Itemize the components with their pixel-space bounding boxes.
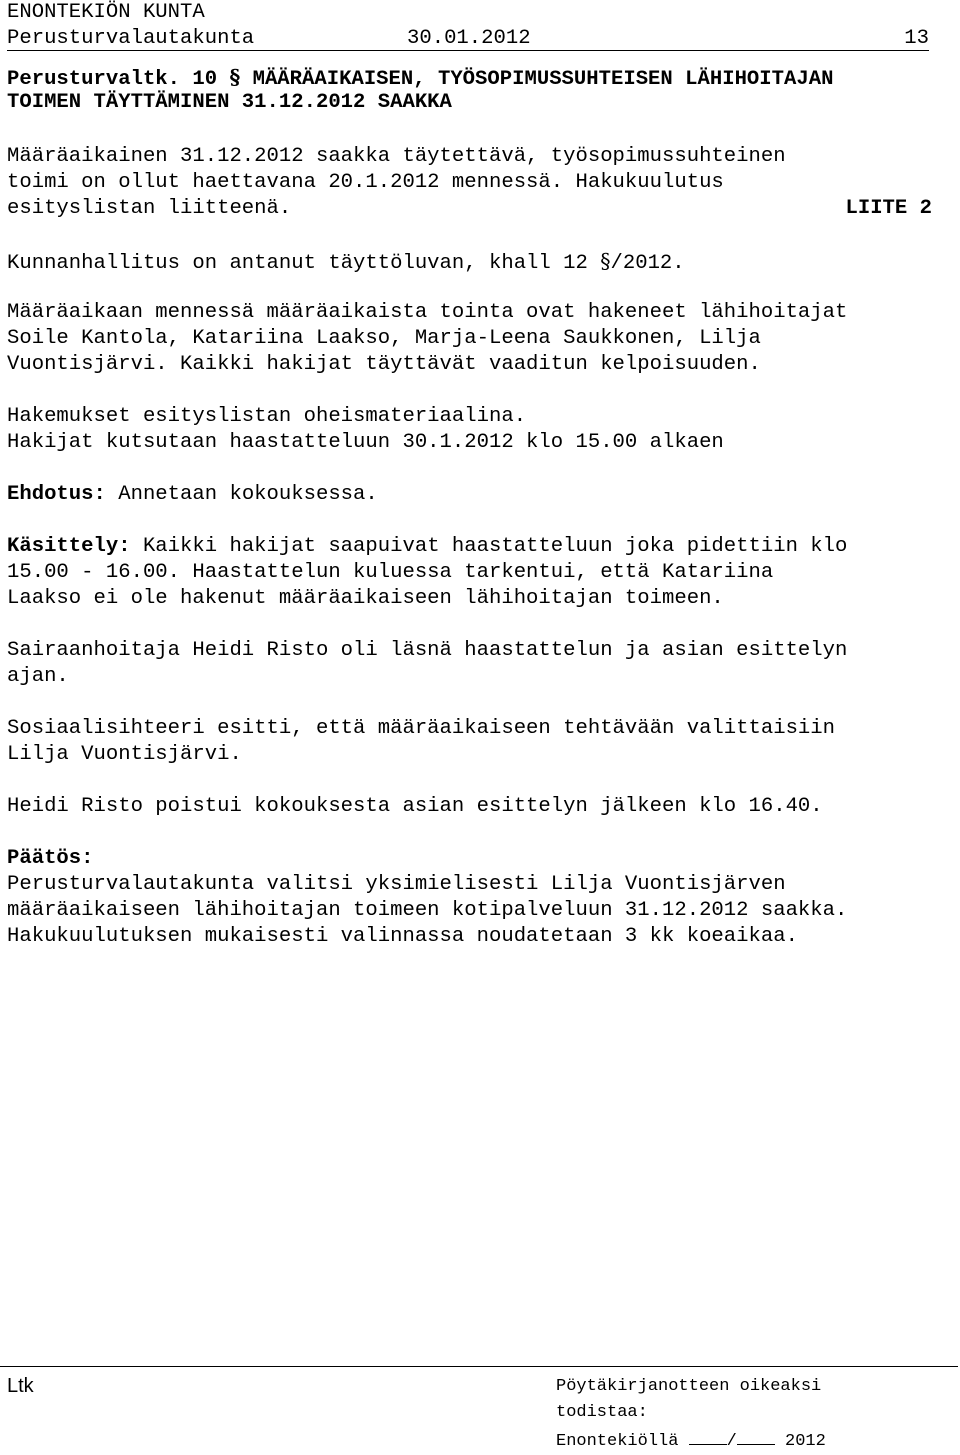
meeting-date: 30.01.2012	[407, 27, 531, 50]
page-number: 13	[904, 27, 929, 50]
paragraph-permit	[7, 248, 942, 274]
title-line-2: TOIMEN TÄYTTÄMINEN 31.12.2012 SAAKKA	[7, 91, 452, 114]
applications-line-1: Hakemukset esityslistan oheismateriaalina.	[7, 405, 527, 428]
certification-year: 2012	[774, 1432, 826, 1451]
nurse-line-1: Sairaanhoitaja Heidi Risto oli läsnä haastattelun ja asian esittelyn	[7, 639, 848, 662]
departure-line: Heidi Risto poistui kokouksesta asian esittelyn jälkeen klo 16.40.	[7, 795, 823, 818]
paragraph-nurse	[7, 638, 942, 690]
certification-line-1: Pöytäkirjanotteen oikeaksi	[556, 1377, 822, 1396]
paragraph-handling	[7, 534, 942, 612]
proposal-label: Ehdotus:	[7, 483, 106, 506]
applicants-line-3: Vuontisjärvi. Kaikki hakijat täyttävät vaaditun kelpoisuuden.	[7, 353, 761, 376]
decision-label: Päätös:	[7, 847, 94, 870]
paragraph-applications	[7, 404, 942, 456]
paragraph-departure	[7, 794, 942, 820]
organization-name: ENONTEKIÖN KUNTA	[7, 1, 205, 24]
footer-initials: Ltk	[7, 1375, 34, 1397]
title-prefix: Perusturvaltk. 10	[7, 68, 218, 91]
attachment-reference: LIITE 2	[845, 197, 932, 220]
applicants-line-2: Soile Kantola, Katariina Laakso, Marja-Leena Saukkonen, Lilja	[7, 327, 761, 350]
secretary-line-2: Lilja Vuontisjärvi.	[7, 743, 242, 766]
section-sign-icon: §	[600, 249, 611, 273]
applicants-line-1: Määräaikaan mennessä määräaikaista tointa ovat hakeneet lähihoitajat	[7, 301, 848, 324]
day-blank[interactable]	[689, 1426, 727, 1445]
handling-line-1	[7, 534, 942, 560]
title-line1-rest: MÄÄRÄAIKAISEN, TYÖSOPIMUSSUHTEISEN LÄHIHOITAJAN	[252, 68, 834, 91]
paragraph-secretary	[7, 716, 942, 768]
board-name: Perusturvalautakunta	[7, 27, 255, 50]
paragraph-intro	[7, 144, 942, 222]
handling-line-2: 15.00 - 16.00. Haastattelun kuluessa tarkentui, että Katariina	[7, 561, 774, 584]
footer-divider	[0, 1366, 958, 1367]
document-page	[7, 0, 942, 1438]
date-slash: /	[726, 1432, 737, 1451]
section-title	[7, 64, 833, 116]
certification-block	[556, 1374, 826, 1452]
certification-place-date	[556, 1426, 826, 1452]
decision-line-2: määräaikaiseen lähihoitajan toimeen kotipalveluun 31.12.2012 saakka.	[7, 899, 848, 922]
secretary-line-1: Sosiaalisihteeri esitti, että määräaikaiseen tehtävään valittaisiin	[7, 717, 836, 740]
certification-line-2: todistaa:	[556, 1403, 648, 1422]
nurse-line-2: ajan.	[7, 665, 69, 688]
month-blank[interactable]	[737, 1426, 775, 1445]
intro-line-3: esityslistan liitteenä.	[7, 197, 292, 220]
handling-line-3: Laakso ei ole hakenut määräaikaiseen lähihoitajan toimeen.	[7, 587, 724, 610]
handling-label: Käsittely:	[7, 535, 131, 558]
certification-place: Enontekiöllä	[556, 1432, 689, 1451]
proposal-line	[7, 482, 942, 508]
decision-line-3: Hakukuulutuksen mukaisesti valinnassa noudatetaan 3 kk koeaikaa.	[7, 925, 798, 948]
handling-text: Kaikki hakijat saapuivat haastatteluun joka pidettiin klo	[130, 535, 848, 558]
intro-line-2: toimi on ollut haettavana 20.1.2012 mennessä. Hakukuulutus	[7, 171, 724, 194]
paragraph-decision	[7, 846, 942, 950]
header-underline	[7, 50, 929, 51]
decision-line-1: Perusturvalautakunta valitsi yksimielisesti Lilja Vuontisjärven	[7, 873, 786, 896]
applications-line-2: Hakijat kutsutaan haastatteluun 30.1.2012 klo 15.00 alkaen	[7, 431, 724, 454]
intro-line-1: Määräaikainen 31.12.2012 saakka täytettävä, työsopimussuhteinen	[7, 145, 786, 168]
permit-line	[7, 248, 942, 274]
paragraph-proposal	[7, 482, 942, 508]
title-line-1	[7, 64, 833, 90]
section-sign-icon: §	[229, 65, 241, 89]
header-row	[7, 26, 929, 52]
permit-text: Kunnanhallitus on antanut täyttöluvan, khall 12	[7, 252, 601, 275]
paragraph-applicants	[7, 300, 942, 378]
permit-year: /2012.	[610, 252, 685, 275]
proposal-text: Annetaan kokouksessa.	[105, 483, 378, 506]
